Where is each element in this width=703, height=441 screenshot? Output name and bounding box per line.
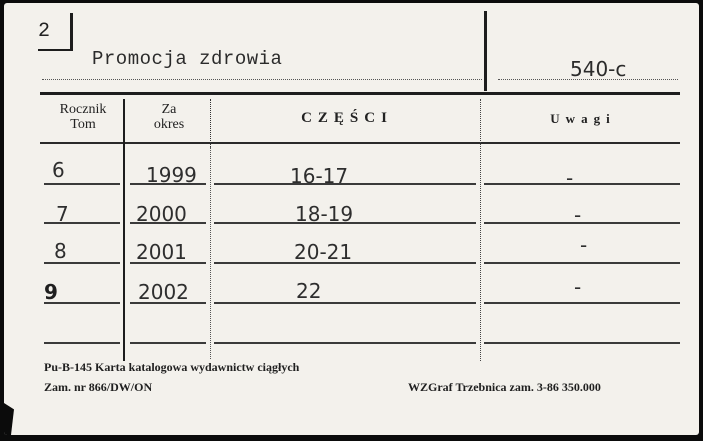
row-rule-okres <box>130 342 206 344</box>
publication-title: Promocja zdrowia <box>92 48 283 70</box>
column-header-okres <box>128 102 210 132</box>
cell-uwagi: - <box>566 166 574 190</box>
column-divider-okres <box>210 147 212 359</box>
catalog-card <box>4 3 699 435</box>
row-rule-uwagi <box>484 222 680 224</box>
row-rule-uwagi <box>484 302 680 304</box>
row-rule-czesci <box>214 302 476 304</box>
cell-tom: 6 <box>52 158 65 182</box>
card-edge-notch <box>4 403 14 435</box>
row-rule-tom <box>44 342 120 344</box>
order-number: Zam. nr 866/DW/ON <box>44 380 153 394</box>
column-header-okres-line2: okres <box>153 117 185 132</box>
column-header-okres-line1: Za <box>161 102 177 117</box>
cell-czesci: 20-21 <box>294 240 353 264</box>
row-rule-uwagi <box>484 262 680 264</box>
copy-number: 2 <box>38 20 51 43</box>
column-divider-okres-header <box>210 99 212 147</box>
copy-number-bracket-vertical <box>70 13 73 51</box>
row-rule-uwagi <box>484 342 680 344</box>
shelf-signature: 540-c <box>570 57 627 81</box>
copy-number-bracket-horizontal <box>38 49 73 51</box>
header-thick-rule <box>40 92 680 95</box>
cell-czesci: 16-17 <box>290 164 349 188</box>
column-header-czesci: CZĘŚCI <box>301 110 393 126</box>
table-header-rule <box>40 142 680 144</box>
column-header-rocznik-line2: Tom <box>70 117 96 132</box>
column-header-rocznik-line1: Rocznik <box>59 102 107 117</box>
signature-dotted-rule <box>498 79 678 80</box>
cell-czesci: 22 <box>296 279 322 303</box>
column-header-uwagi: Uwagi <box>550 111 616 126</box>
title-dotted-rule <box>42 79 482 80</box>
form-designation: Pu-B-145 Karta katalogowa wydawnictw ciągłych <box>44 360 300 374</box>
cell-uwagi: - <box>574 203 582 227</box>
cell-okres: 2000 <box>136 202 187 226</box>
row-rule-uwagi <box>484 183 680 185</box>
cell-okres: 2001 <box>136 240 187 264</box>
row-rule-czesci <box>214 342 476 344</box>
column-header-rocznik <box>42 102 124 132</box>
cell-uwagi: - <box>580 233 588 257</box>
cell-czesci: 18-19 <box>295 202 354 226</box>
cell-tom: 8 <box>54 239 67 263</box>
cell-tom: 9 <box>44 280 58 304</box>
cell-okres: 1999 <box>146 163 197 187</box>
cell-uwagi: - <box>574 275 582 299</box>
cell-okres: 2002 <box>138 280 189 304</box>
column-divider-czesci <box>480 99 482 361</box>
cell-tom: 7 <box>56 202 69 226</box>
column-divider-tom <box>123 99 125 361</box>
row-rule-tom <box>44 183 120 185</box>
header-divider <box>484 11 487 91</box>
printer-imprint: WZGraf Trzebnica zam. 3-86 350.000 <box>408 380 601 394</box>
